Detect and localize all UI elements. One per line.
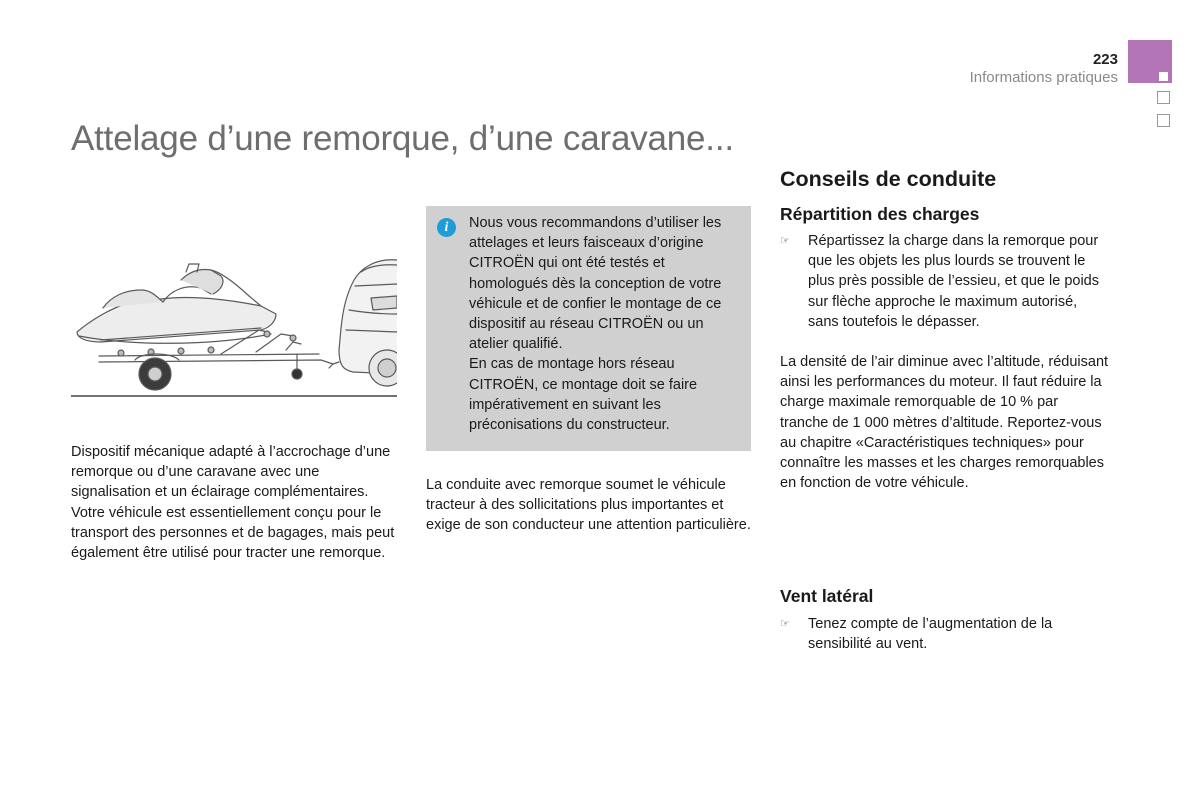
crosswind-bullet	[780, 614, 1110, 654]
towing-text: La conduite avec remorque soumet le véhicule tracteur à des sollicitations plus importantes et exige de son conducteur une attention particulière.	[426, 477, 751, 534]
info-box-text	[469, 213, 747, 435]
chapter-square-icon	[1157, 91, 1170, 104]
chapter-square-icon	[1157, 114, 1170, 127]
info-box-text-2: En cas de montage hors réseau CITROËN, ce montage doit se faire impérativement en suivant les préconisations du constructeur.	[469, 356, 698, 434]
section-label: Informations pratiques	[969, 69, 1118, 86]
load-distribution-heading: Répartition des charges	[780, 204, 980, 224]
info-icon: i	[437, 218, 456, 237]
page-number: 223	[1092, 51, 1118, 68]
illustration-caption: Dispositif mécanique adapté à l’accrochage d’une remorque ou d’une caravane avec une signalisation et un éclairage complémentaires. Votre véhicule est essentiellement conçu pour le transport des personnes et de bagages, mais peut également être utilisé pour tracter une remorque.	[71, 444, 395, 562]
info-box-text-1: Nous vous recommandons d’utiliser les attelages et leurs faisceaux d’origine CITROËN qui ont été testés et homologués dès la conception de votre véhicule et de confier le montage de ce dispositif au réseau CITROËN ou un atelier qualifié.	[469, 215, 722, 353]
bullet-text: Tenez compte de l’augmentation de la sensibilité au vent.	[808, 616, 1053, 653]
page-title: Attelage d’une remorque, d’une caravane...	[71, 119, 734, 158]
info-box	[426, 206, 751, 451]
pointing-hand-icon: ☞	[780, 618, 790, 630]
altitude-paragraph: La densité de l’air diminue avec l’altitude, réduisant ainsi les performances du moteur. Il faut réduire la charge maximale remorquable de 10 % par tranche de 1 000 mètres d’altitude. Reportez-vous au chapitre «Caractéristiques techniques» pour connaître les masses et les charges remorquables en fonction de votre véhicule.	[780, 354, 1109, 492]
driving-advice-heading: Conseils de conduite	[780, 167, 997, 191]
bullet-text: Répartissez la charge dans la remorque pour que les objets les plus lourds se trouvent le plus près possible de l’essieu, et que le poids sur flèche approche le maximum autorisé, sans toutefois le dépasser.	[808, 233, 1099, 330]
pointing-hand-icon: ☞	[780, 235, 790, 247]
load-distribution-bullet	[780, 231, 1110, 332]
tab-marker-icon	[1159, 72, 1168, 81]
trailer-illustration	[71, 250, 397, 400]
crosswind-heading: Vent latéral	[780, 586, 874, 606]
chapter-tab	[1128, 40, 1172, 83]
jet-ski-trailer-icon	[71, 250, 397, 400]
